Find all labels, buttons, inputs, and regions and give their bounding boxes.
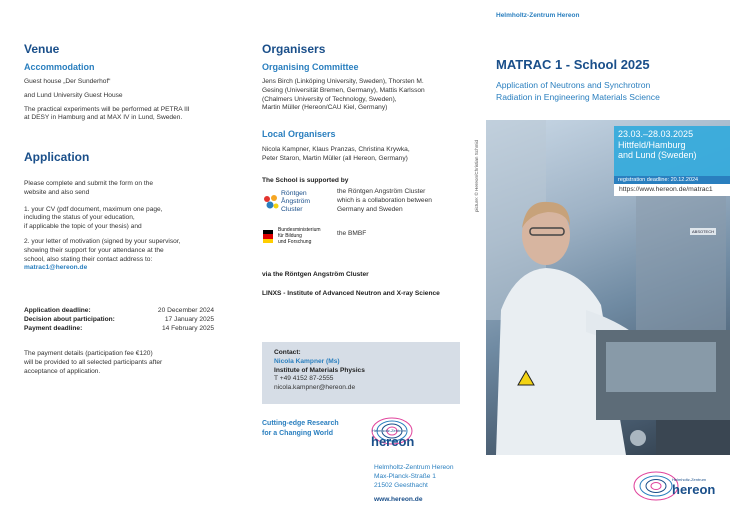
cover-title: MATRAC 1 - School 2025 <box>496 57 650 72</box>
bmbf-text: the BMBF <box>337 230 367 237</box>
contact-name: Nicola Kampner (Ms) <box>274 357 340 365</box>
dates-band <box>614 126 730 176</box>
payment-text: The payment details (participation fee €120) will be provided to all selected participants after acceptance of application. <box>24 350 163 375</box>
cover-url-link: https://www.hereon.de/matrac1 <box>619 186 713 193</box>
address: Helmholtz-Zentrum Hereon Max-Planck-Straße 1 21502 Geesthacht <box>374 464 454 489</box>
venue-title: Venue <box>24 42 60 56</box>
supported-title: The School is supported by <box>262 177 349 184</box>
bmbf-eagle-icon <box>262 229 274 245</box>
hereon-logo-cover: Helmholtz-Zentrum hereon <box>630 468 720 508</box>
local-organisers-text: Nicola Kampner, Klaus Pranzas, Christina Krywka, Peter Staron, Martin Müller (all Hereon, Germany) <box>262 146 410 162</box>
url-strip[interactable] <box>614 184 730 196</box>
accommodation-text: Guest house „Der Sunderhof“ and Lund University Guest House The practical experiments will be performed at PETRA III at DESY in Hamburg and at MAX IV in Lund, Sweden. <box>24 78 190 122</box>
deadline-row: Payment deadline: 14 February 2025 <box>24 324 214 332</box>
via-text: via the Röntgen Angström Cluster <box>262 271 369 278</box>
committee-text: Jens Birch (Linköping University, Sweden), Thorsten M. Gesing (Universität Bremen, Germany), Mattis Karlsson (Chalmers University of Technology, Sweden), Martin Müller (Hereon/CAU Kiel, Germany) <box>262 78 425 112</box>
accommodation-title: Accommodation <box>24 62 95 72</box>
contact-institute: Institute of Materials Physics <box>274 366 365 374</box>
cover-place-2: and Lund (Sweden) <box>618 150 697 160</box>
contact-title: Contact: <box>274 349 301 356</box>
contact-phone: T +49 4152 87-2555 <box>274 375 334 383</box>
hereon-logo: Helmholtz-Zentrum hereon <box>360 416 430 460</box>
contact-box <box>262 342 460 404</box>
rac-text: the Röntgen Angström Cluster which is a collaboration between Germany and Sweden <box>337 188 432 213</box>
deadlines <box>24 307 214 333</box>
application-text: Please complete and submit the form on the website and also send 1. your CV (pdf document, maximum one page, including the status of your education, if applicable the topic of your thesis) and 2. your letter of motivation (signed by your supervisor, showing their support for your attendance at the school, also stating their contact address to: matrac1@hereon.de <box>24 180 229 273</box>
tagline: Cutting-edge Research for a Changing World <box>262 420 339 437</box>
brand-label: Helmholtz-Zentrum Hereon <box>496 12 580 19</box>
rac-logo: Röntgen Ångström Cluster <box>262 191 332 217</box>
cover-subtitle: Application of Neutrons and Synchrotron Radiation in Engineering Materials Science <box>496 80 660 102</box>
bmbf-logo: Bundesministerium für Bildung und Forschung <box>262 227 332 251</box>
organisers-title: Organisers <box>262 42 326 56</box>
cover-place-1: Hittfeld/Hamburg <box>618 139 686 150</box>
registration-strip: registration deadline: 20.12.2024 <box>614 176 730 184</box>
local-organisers-title: Local Organisers <box>262 129 336 139</box>
cover-dates: 23.03.–28.03.2025 <box>618 129 694 139</box>
rac-logo-icon <box>262 193 280 213</box>
application-title: Application <box>24 150 90 164</box>
photo-label: ABSOTECH <box>692 229 715 234</box>
linxs-text: LINXS - Institute of Advanced Neutron and X-ray Science <box>262 290 440 297</box>
contact-email[interactable]: nicola.kampner@hereon.de <box>274 384 356 392</box>
website-link[interactable]: www.hereon.de <box>374 496 423 503</box>
photo-credit: picture: © Hereon/Christian Schmid <box>474 139 479 212</box>
committee-title: Organising Committee <box>262 62 359 72</box>
deadline-row: Application deadline: 20 December 2024 <box>24 307 214 314</box>
deadline-row: Decision about participation: 17 January 2025 <box>24 315 214 323</box>
application-email-link[interactable]: matrac1@hereon.de <box>24 264 88 272</box>
